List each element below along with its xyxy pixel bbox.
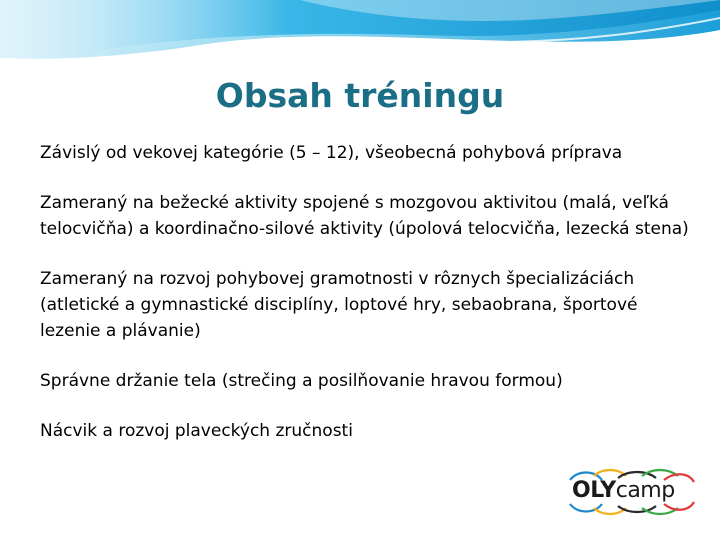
logo-camp-text: camp — [615, 478, 675, 503]
paragraph-age-category: Závislý od vekovej kategórie (5 – 12), všeobecná pohybová príprava — [40, 143, 623, 163]
paragraph-movement-literacy: Zameraný na rozvoj pohybovej gramotnosti v rôznych špecializáciách (atletické a gymnastické disciplíny, loptové hry, sebaobrana, športové lezenie a plávanie) — [40, 269, 638, 341]
paragraph-running-activities: Zameraný na bežecké aktivity spojené s mozgovou aktivitou (malá, veľká telocvičňa) a koordinačno-silové aktivity (úpolová telocvičňa, lezecká stena) — [40, 193, 689, 239]
olycamp-logo — [568, 468, 696, 516]
slide-title: Obsah tréningu — [215, 76, 505, 115]
slide-content — [40, 140, 690, 468]
logo-wordmark — [572, 478, 675, 503]
paragraph-posture: Správne držanie tela (strečing a posilňovanie hravou formou) — [40, 371, 563, 391]
logo-oly-text: OLY — [572, 478, 616, 503]
paragraph-swimming: Nácvik a rozvoj plaveckých zručnosti — [40, 421, 353, 441]
